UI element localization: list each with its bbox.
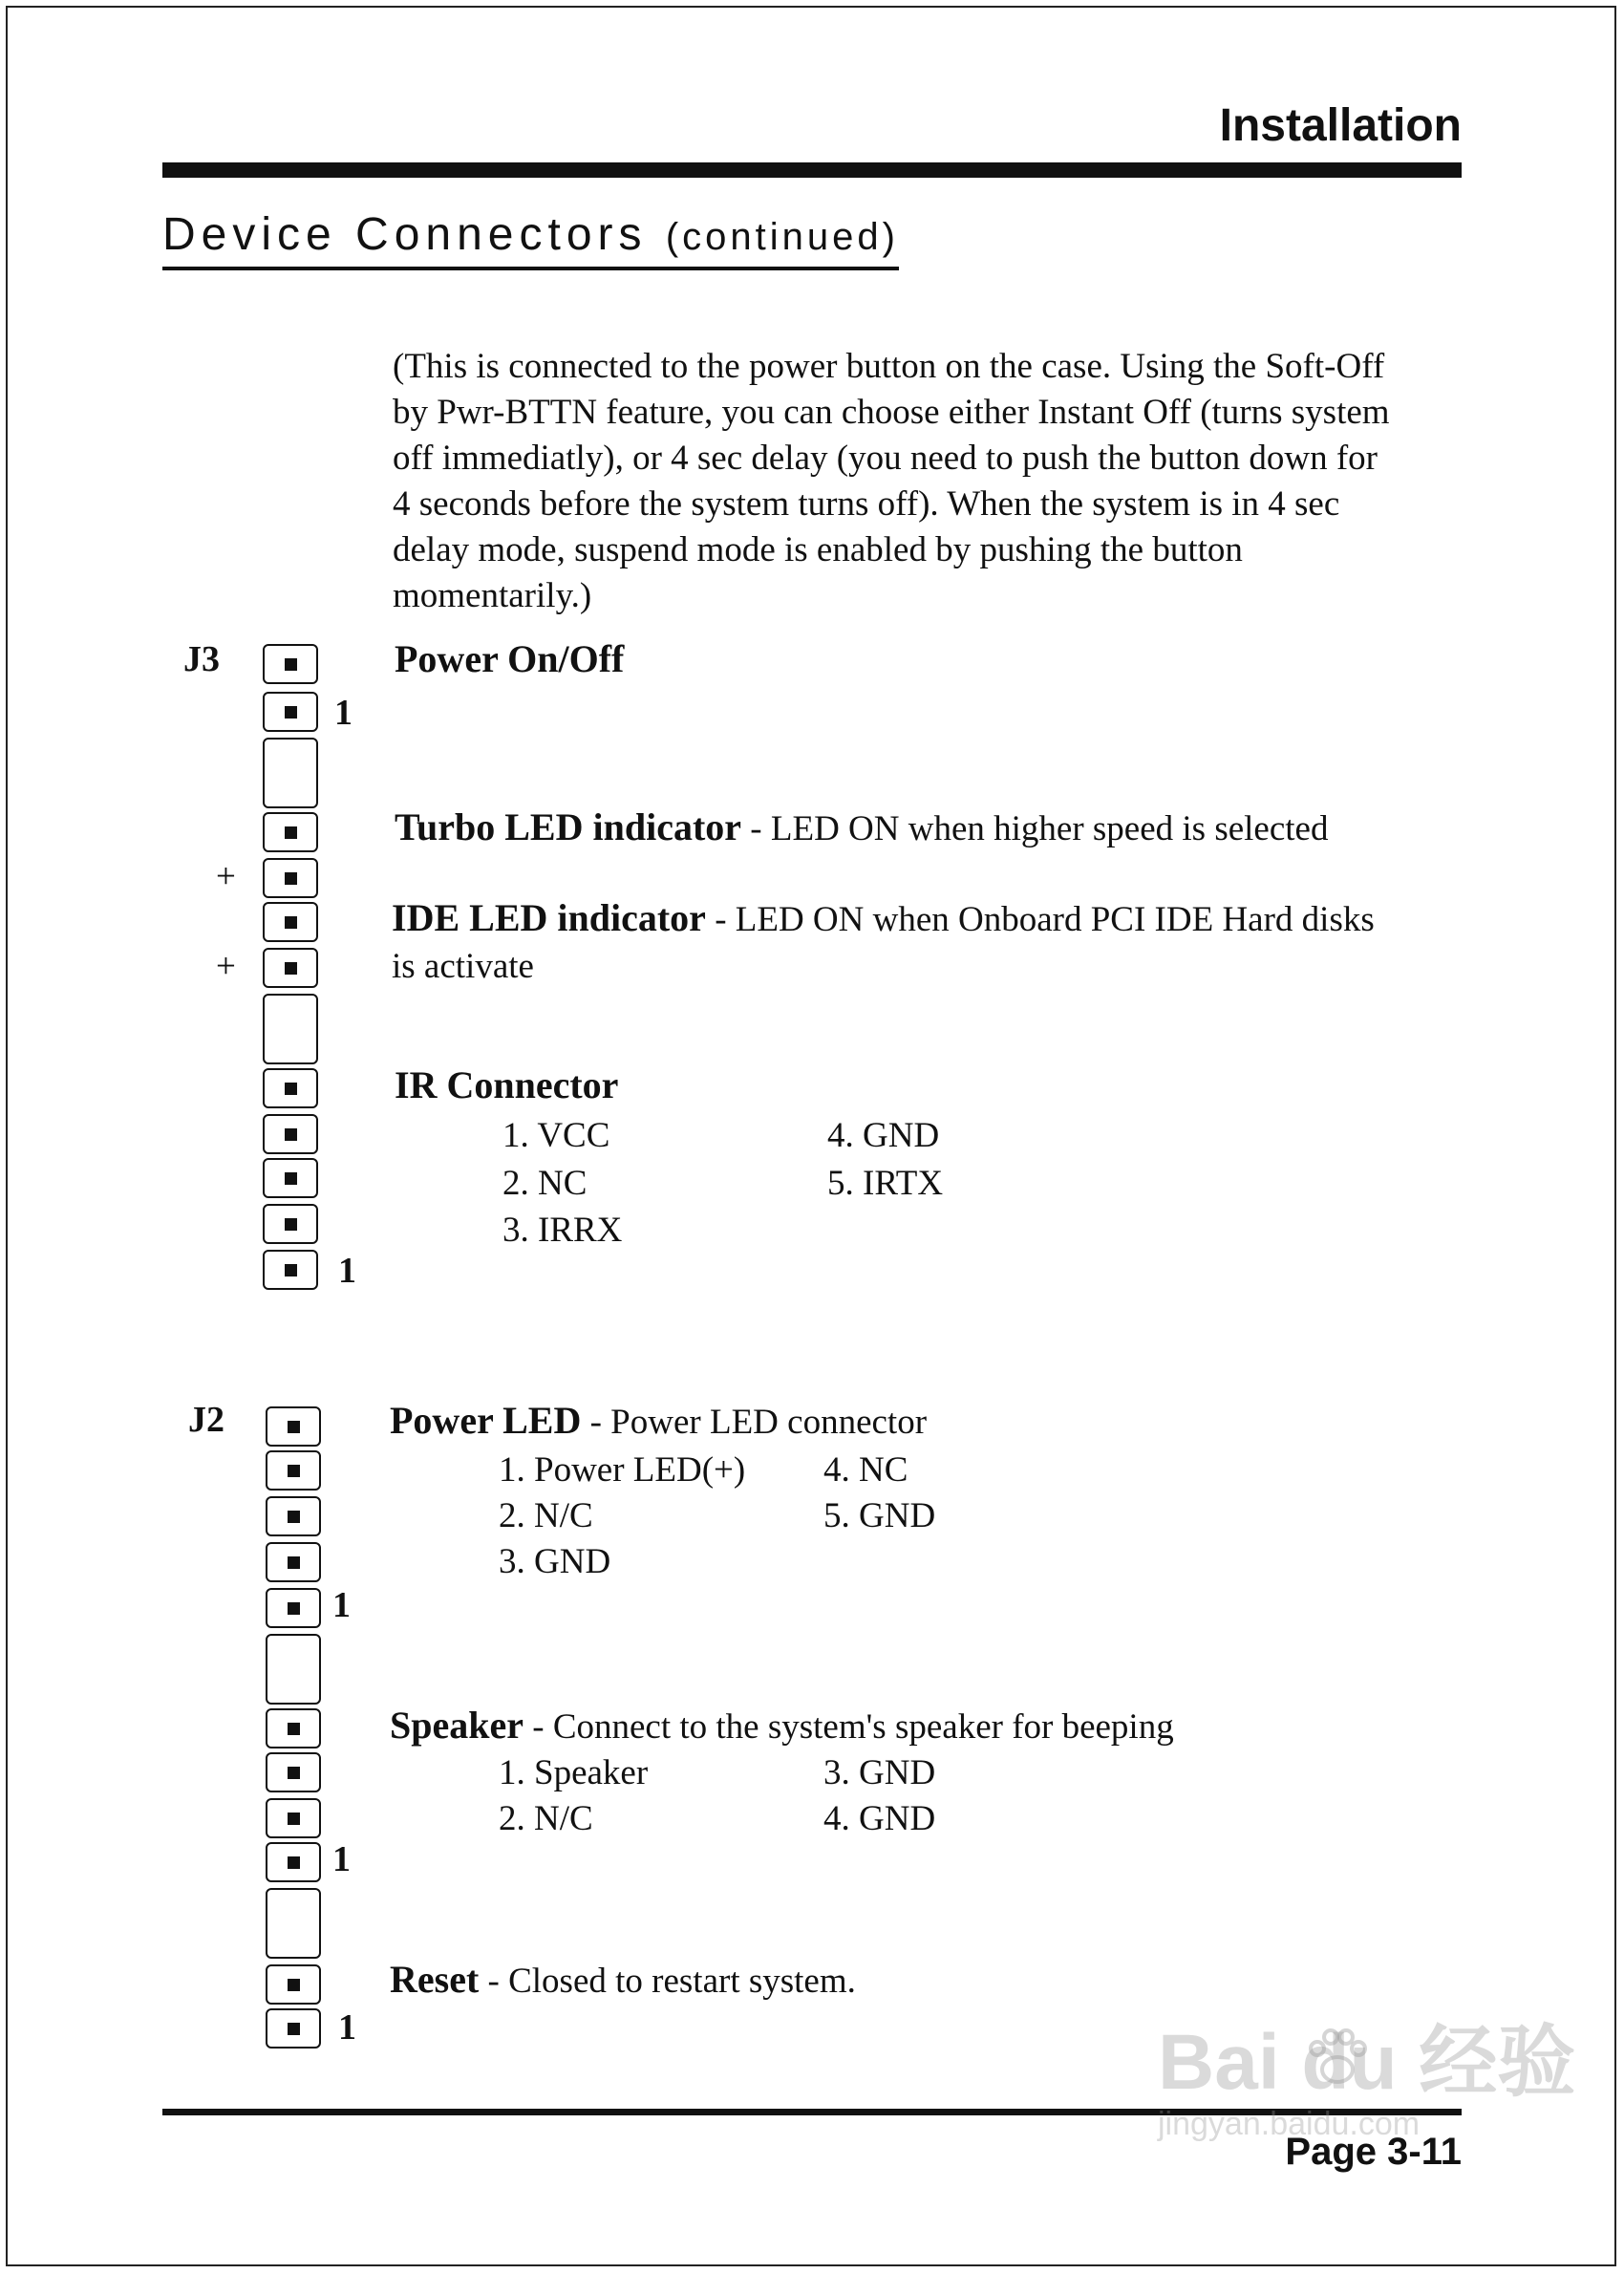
ir-pin: 5. IRTX [827,1164,944,1203]
j3-pin [263,948,318,988]
header-title: Installation [1219,100,1462,151]
power-led-pin: 5. GND [823,1496,936,1535]
power-led-pin: 1. Power LED(+) [499,1450,746,1490]
j2-pin [266,1964,321,2005]
j3-pin1-bottom: 1 [338,1251,356,1291]
j3-pin [263,1114,318,1154]
ir-pin: 3. IRRX [502,1211,623,1250]
j2-pin [266,1496,321,1536]
j2-gap [266,1888,321,1959]
j3-gap [263,994,318,1064]
j3-pin [263,858,318,898]
ir-connector-title: IR Connector [395,1063,619,1106]
power-led-pin: 3. GND [499,1542,611,1581]
paw-icon [1304,2026,1371,2092]
power-onoff-title: Power On/Off [395,637,625,680]
power-led-line [390,1398,927,1443]
intro-line: by Pwr-BTTN feature, you can choose either Instant Off (turns system [393,393,1390,432]
j3-pin [263,1250,318,1290]
j3-label: J3 [183,639,220,679]
j3-plus-b: + [216,947,236,986]
ir-pin: 4. GND [827,1116,940,1155]
header-rule [162,162,1462,178]
reset-line [390,1957,856,2002]
reset-desc: - Closed to restart system. [479,1962,856,2001]
turbo-led-line [395,804,1328,849]
ir-pin: 1. VCC [502,1116,610,1155]
j2-pin1-a: 1 [332,1585,351,1625]
j2-pin1-b: 1 [332,1839,351,1879]
j2-label: J2 [188,1400,224,1440]
j3-pin1-top: 1 [334,693,353,733]
j3-pin [263,1204,318,1244]
intro-paragraph [393,344,1491,619]
speaker-pin: 4. GND [823,1799,936,1838]
intro-line: (This is connected to the power button on the case. Using the Soft-Off [393,347,1385,386]
j2-pin [266,1842,321,1882]
j2-pin [266,1708,321,1748]
j3-pin [263,902,318,942]
ide-led-line [392,895,1375,940]
j3-pin [263,644,318,684]
intro-line: off immediatly), or 4 sec delay (you need to push the button down for [393,439,1378,478]
speaker-line [390,1703,1174,1748]
j3-gap [263,738,318,808]
j3-pin [263,812,318,852]
power-led-pin: 2. N/C [499,1496,593,1535]
ir-pin: 2. NC [502,1164,588,1203]
j2-pin [266,1588,321,1628]
reset-title: Reset [390,1958,480,2001]
ide-led-desc: - LED ON when Onboard PCI IDE Hard disks [705,900,1375,939]
j2-pin [266,1542,321,1582]
j3-pin [263,1068,318,1108]
speaker-desc: - Connect to the system's speaker for beeping [524,1707,1174,1747]
section-heading [162,208,899,270]
turbo-led-desc: - LED ON when higher speed is selected [741,809,1329,848]
ide-led-title: IDE LED indicator [392,896,706,939]
j2-pin1-c: 1 [338,2007,356,2048]
intro-line: delay mode, suspend mode is enabled by pushing the button [393,530,1243,569]
j2-pin [266,1450,321,1491]
j2-pin [266,2008,321,2049]
j2-gap [266,1634,321,1705]
power-led-title: Power LED [390,1399,582,1442]
j2-pin [266,1406,321,1447]
intro-line: momentarily.) [393,576,592,615]
page-number: Page 3-11 [1285,2131,1462,2173]
power-led-pin: 4. NC [823,1450,908,1490]
watermark-url: jingyan.baidu.com [1158,2106,1421,2142]
speaker-pin: 2. N/C [499,1799,593,1838]
power-led-desc: - Power LED connector [581,1403,928,1442]
section-subtitle: (continued) [665,216,899,258]
j3-plus-a: + [216,857,236,896]
j3-pin [263,1158,318,1198]
section-title: Device Connectors [162,209,648,260]
speaker-pin: 3. GND [823,1753,936,1792]
turbo-led-title: Turbo LED indicator [395,805,742,848]
ide-led-desc2: is activate [392,947,534,986]
intro-line: 4 seconds before the system turns off). When the system is in 4 sec [393,484,1340,524]
j2-pin [266,1798,321,1838]
j3-pin [263,692,318,732]
speaker-pin: 1. Speaker [499,1753,649,1792]
speaker-title: Speaker [390,1704,524,1747]
j2-pin [266,1752,321,1792]
watermark-brand: Bai du 经验 [1158,2019,1576,2106]
